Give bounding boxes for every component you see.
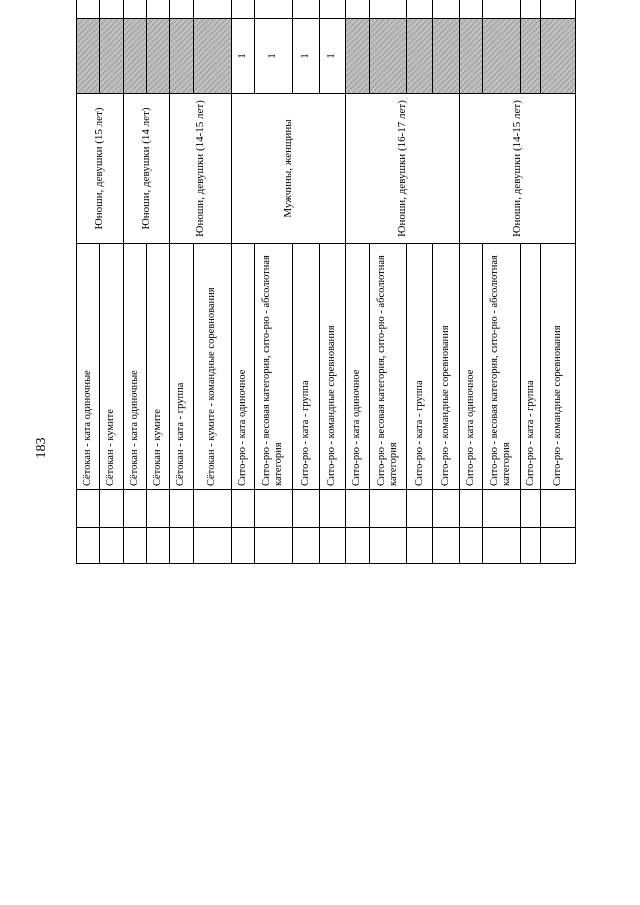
cell-empty-b: [345, 490, 369, 528]
cell-empty-b: [146, 490, 169, 528]
cell-empty-a: [541, 528, 576, 564]
cell-value-1: [460, 19, 483, 94]
cell-age-group: Юноши, девушки (14 лет): [123, 94, 169, 244]
cell-value-2: [292, 0, 319, 19]
cell-empty-a: [433, 528, 460, 564]
cell-empty-a: [193, 528, 232, 564]
table-row: [232, 0, 255, 564]
table-row: [146, 0, 169, 564]
cell-discipline: Сётокан - ката - группа: [169, 244, 193, 490]
cell-empty-b: [292, 490, 319, 528]
page-number: 183: [34, 437, 49, 459]
table-row: [255, 0, 293, 564]
cell-age-group: Юноши, девушки (16-17 лет): [345, 94, 460, 244]
table-row: [483, 0, 521, 564]
table-row: [77, 0, 100, 564]
cell-empty-b: [255, 490, 293, 528]
cell-empty-b: [369, 490, 407, 528]
cell-discipline: Сётокан - ката одиночные: [77, 244, 100, 490]
cell-empty-a: [123, 528, 146, 564]
cell-empty-b: [460, 490, 483, 528]
cell-value-1: [123, 19, 146, 94]
cell-value-1: [146, 19, 169, 94]
table-row: [541, 0, 576, 564]
cell-empty-a: [460, 528, 483, 564]
cell-value-1: [169, 19, 193, 94]
cell-empty-a: [407, 528, 433, 564]
cell-value-2: [232, 0, 255, 19]
cell-discipline: Сито-рю - весовая категория, сито-рю - абсолютная категория: [255, 244, 293, 490]
cell-value-2: [407, 0, 433, 19]
cell-value-2: [99, 0, 123, 19]
table-row: [433, 0, 460, 564]
cell-discipline: Сито-рю - командные соревнования: [541, 244, 576, 490]
cell-empty-b: [520, 490, 541, 528]
cell-empty-b: [483, 490, 521, 528]
table-row: [99, 0, 123, 564]
cell-value-2: [433, 0, 460, 19]
cell-empty-a: [255, 528, 293, 564]
cell-value-2: [369, 0, 407, 19]
cell-value-1: 1: [255, 19, 293, 94]
cell-empty-b: [193, 490, 232, 528]
cell-value-2: [319, 0, 345, 19]
cell-value-1: [483, 19, 521, 94]
cell-age-group: Юноши, девушки (15 лет): [77, 94, 124, 244]
cell-value-1: [345, 19, 369, 94]
cell-age-group: Юноши, девушки (14-15 лет): [169, 94, 231, 244]
cell-empty-b: [319, 490, 345, 528]
cell-empty-a: [169, 528, 193, 564]
cell-value-1: [541, 19, 576, 94]
cell-empty-b: [169, 490, 193, 528]
cell-empty-a: [232, 528, 255, 564]
cell-value-2: [146, 0, 169, 19]
cell-discipline: Сито-рю - весовая категория, сито-рю - абсолютная категория: [369, 244, 407, 490]
cell-value-2: [483, 0, 521, 19]
cell-value-1: [99, 19, 123, 94]
cell-discipline: Сётокан - ката одиночные: [123, 244, 146, 490]
cell-empty-b: [433, 490, 460, 528]
table-row: [460, 0, 483, 564]
cell-empty-a: [520, 528, 541, 564]
cell-empty-a: [483, 528, 521, 564]
cell-value-2: [345, 0, 369, 19]
cell-value-1: [520, 19, 541, 94]
cell-empty-a: [99, 528, 123, 564]
rotated-table-wrapper: [76, 0, 576, 564]
cell-discipline: Сито-рю - ката - группа: [292, 244, 319, 490]
cell-age-group: Юноши, девушки (14-15 лет): [460, 94, 576, 244]
cell-empty-a: [369, 528, 407, 564]
cell-discipline: Сётокан - кумите: [99, 244, 123, 490]
table-row: [369, 0, 407, 564]
cell-value-2: [541, 0, 576, 19]
cell-age-group: Мужчины, женщины: [232, 94, 346, 244]
cell-value-2: [169, 0, 193, 19]
cell-discipline: Сётокан - кумите: [146, 244, 169, 490]
cell-value-1: 1: [292, 19, 319, 94]
table-row: [407, 0, 433, 564]
table-row: [520, 0, 541, 564]
competition-table: [76, 0, 576, 564]
cell-value-2: [460, 0, 483, 19]
cell-discipline: Сито-рю - ката одиночное: [345, 244, 369, 490]
table-row: [193, 0, 232, 564]
cell-empty-b: [77, 490, 100, 528]
cell-discipline: Сётокан - кумите - командные соревнования: [193, 244, 232, 490]
table-row: [319, 0, 345, 564]
cell-empty-a: [292, 528, 319, 564]
cell-empty-b: [123, 490, 146, 528]
cell-empty-b: [541, 490, 576, 528]
cell-value-2: [193, 0, 232, 19]
table-row: [169, 0, 193, 564]
cell-value-2: [520, 0, 541, 19]
cell-value-2: [77, 0, 100, 19]
cell-value-1: 1: [232, 19, 255, 94]
cell-discipline: Сито-рю - ката - группа: [520, 244, 541, 490]
cell-discipline: Сито-рю - командные соревнования: [433, 244, 460, 490]
cell-empty-a: [77, 528, 100, 564]
scanned-table-area: [76, 53, 576, 899]
cell-value-1: [77, 19, 100, 94]
cell-value-1: 1: [319, 19, 345, 94]
cell-empty-b: [232, 490, 255, 528]
cell-discipline: Сито-рю - ката одиночное: [460, 244, 483, 490]
cell-empty-a: [319, 528, 345, 564]
cell-empty-b: [99, 490, 123, 528]
cell-discipline: Сито-рю - весовая категория, сито-рю - абсолютная категория: [483, 244, 521, 490]
cell-discipline: Сито-рю - ката одиночное: [232, 244, 255, 490]
cell-value-1: [193, 19, 232, 94]
cell-discipline: Сито-рю - ката - группа: [407, 244, 433, 490]
cell-value-2: [255, 0, 293, 19]
cell-value-1: [369, 19, 407, 94]
cell-value-1: [433, 19, 460, 94]
cell-value-1: [407, 19, 433, 94]
cell-empty-a: [146, 528, 169, 564]
table-row: [345, 0, 369, 564]
table-body: [77, 0, 576, 564]
table-row: [292, 0, 319, 564]
cell-discipline: Сито-рю - командные соревнования: [319, 244, 345, 490]
table-row: [123, 0, 146, 564]
cell-empty-a: [345, 528, 369, 564]
cell-empty-b: [407, 490, 433, 528]
cell-value-2: [123, 0, 146, 19]
